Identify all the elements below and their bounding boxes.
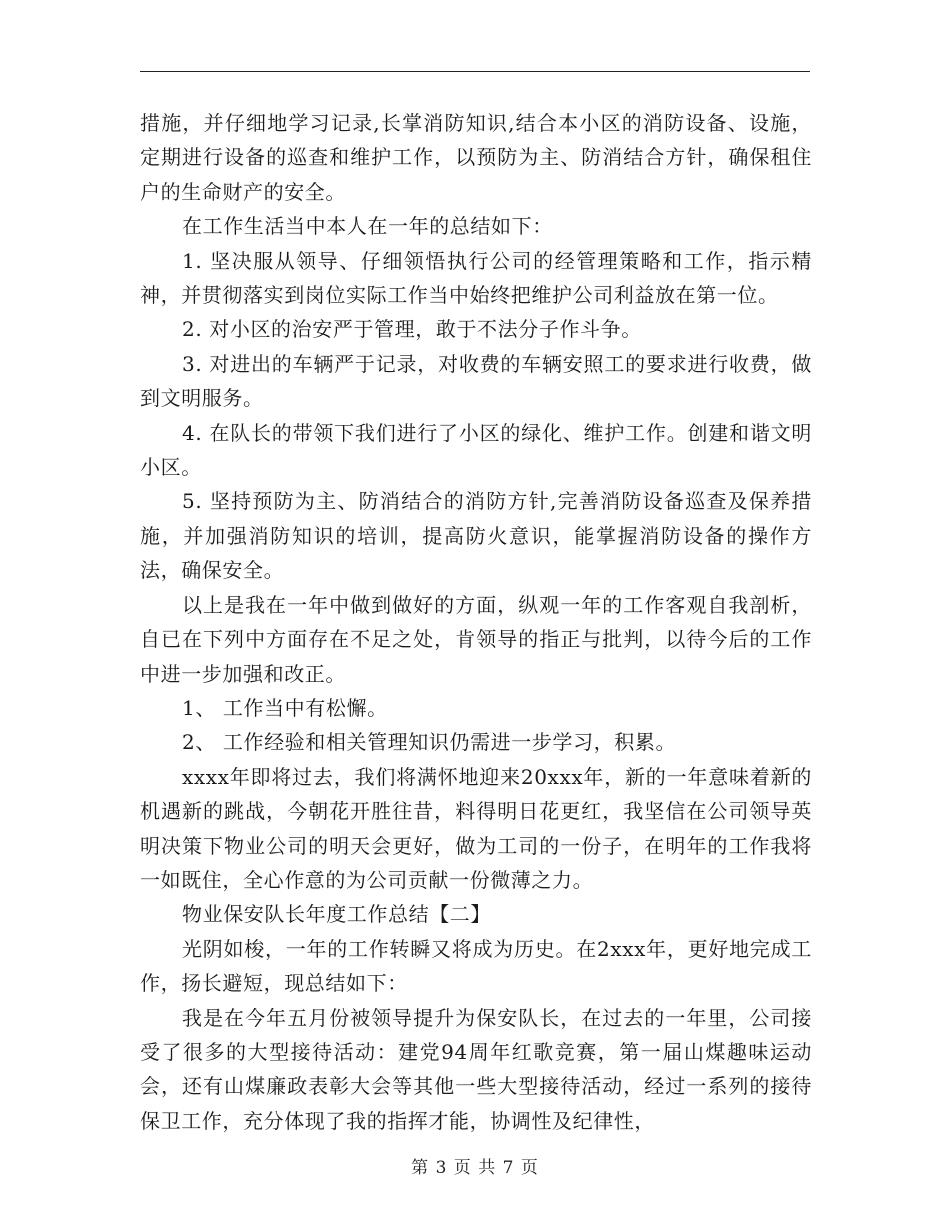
paragraph: 在工作生活当中本人在一年的总结如下： (182, 214, 553, 239)
page-number-footer: 第 3 页 共 7 页 (411, 1158, 539, 1178)
list-item-paragraph: 2. 对小区的治安严于管理，敢于不法分子作斗争。 (182, 317, 642, 342)
paragraph: 措施，并仔细地学习记录,长掌消防知识,结合本小区的消防设备、设施，定期进行设备的巡查和维护工作，以预防为主、防消结合方针，确保租住户的生命财产的安全。 (140, 111, 812, 204)
paragraph: xxxx年即将过去，我们将满怀地迎来20xxx年，新的一年意味着新的机遇新的跳战，今朝花开胜往昔，料得明日花更红，我坚信在公司领导英明决策下物业公司的明天会更好，做为工司的一份子，在明年的工作我将一如既住，全心作意的为公司贡献一份微薄之力。 (140, 764, 812, 892)
list-item-paragraph: 5. 坚持预防为主、防消结合的消防方针,完善消防设备巡查及保养措施，并加强消防知识的培训，提高防火意识，能掌握消防设备的操作方法，确保安全。 (140, 489, 812, 583)
list-item-paragraph: 2、 工作经验和相关管理知识仍需进一步学习，积累。 (182, 730, 677, 755)
section-heading: 物业保安队长年度工作总结【二】 (182, 902, 491, 927)
list-item-paragraph: 1、 工作当中有松懈。 (182, 695, 388, 720)
paragraph: 光阴如梭，一年的工作转瞬又将成为历史。在2xxx年，更好地完成工作，扬长避短，现总结如下： (140, 936, 812, 996)
list-item-paragraph: 1. 坚决服从领导、仔细领悟执行公司的经管理策略和工作，指示精神，并贯彻落实到岗位实际工作当中始终把维护公司利益放在第一位。 (140, 248, 812, 308)
header-rule (140, 71, 810, 72)
paragraph: 以上是我在一年中做到做好的方面，纵观一年的工作客观自我剖析，自已在下列中方面存在不足之处，肯领导的指正与批判，以待今后的工作中进一步加强和改正。 (140, 592, 812, 686)
paragraph: 我是在今年五月份被领导提升为保安队长，在过去的一年里，公司接受了很多的大型接待活动：建党94周年红歌竞赛，第一届山煤趣味运动会，还有山煤廉政表彰大会等其他一些大型接待活动，经过一系列的接待保卫工作，充分体现了我的指挥才能，协调性及纪律性， (140, 1005, 812, 1133)
list-item-paragraph: 4. 在队长的带领下我们进行了小区的绿化、维护工作。创建和谐文明小区。 (140, 420, 812, 480)
document-body (140, 106, 812, 1138)
list-item-paragraph: 3. 对进出的车辆严于记录，对收费的车辆安照工的要求进行收费，做到文明服务。 (140, 351, 812, 411)
